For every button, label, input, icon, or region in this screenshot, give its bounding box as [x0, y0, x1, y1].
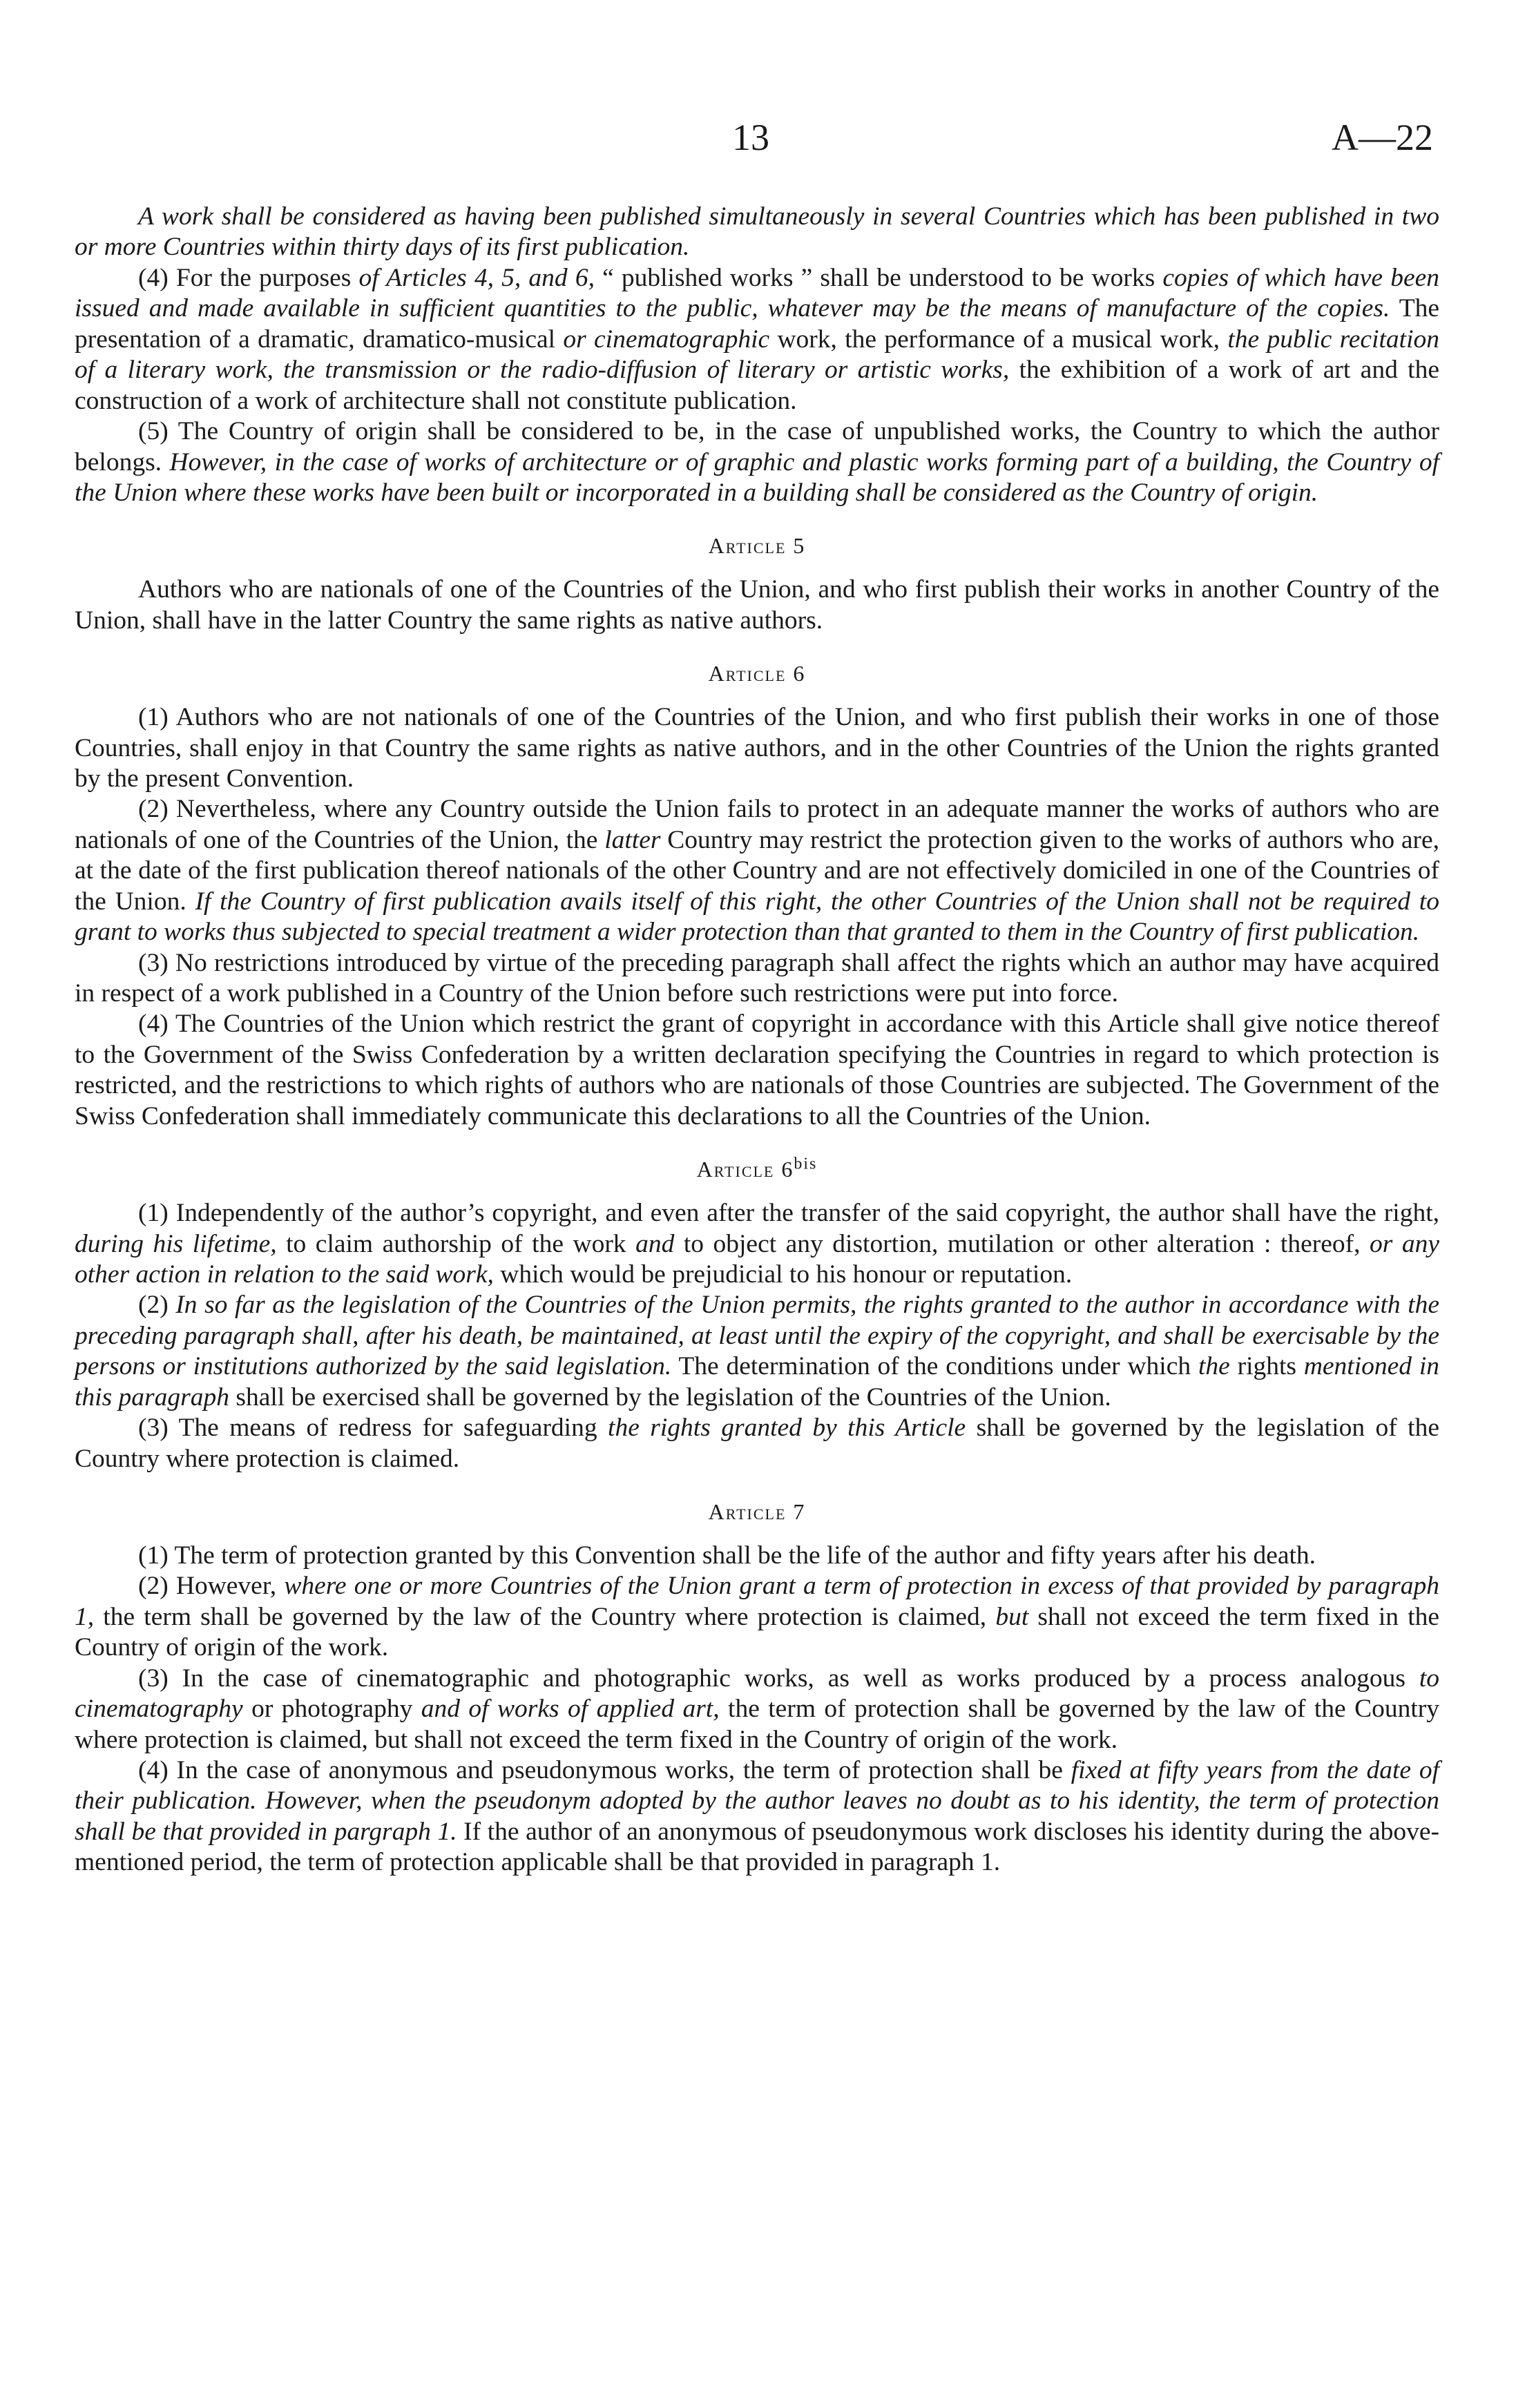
article-6bis-heading: Article $6^{bis}$ [696, 1155, 818, 1182]
article-6bis-paragraph-1: (1) Independently of the author’s copyright, and even after the transfer of the said copyright, the author shall have the right, during his lifetime, to claim authorship of the work and to object any distortion, mutilation or other alteration : thereof, or any other action in relation to the said work, which would be prejudicial to his honour or reputation. [75, 1199, 1439, 1289]
article-6bis-paragraph-3: (3) The means of redress for safeguarding the rights granted by this Article shall be governed by the legislation of the Country where protection is claimed. [75, 1414, 1439, 1473]
article-6-heading: Article 6 [708, 661, 806, 686]
page-number: 13 [732, 117, 769, 158]
intro-paragraph-1: A work shall be considered as having been published simultaneously in several Countries which has been published in two or more Countries within thirty days of its first publication. [75, 202, 1439, 262]
article-6-paragraph-4: (4) The Countries of the Union which restrict the grant of copyright in accordance with this Article shall give notice thereof to the Government of the Swiss Confederation by a written declaration specifying the Countries in regard to which protection is restricted, and the restrictions to which rights of authors who are nationals of those Countries are subjected. The Government of the Swiss Confederation shall immediately communicate this declarations to all the Countries of the Union. [75, 1010, 1439, 1130]
page-header [0, 116, 1516, 164]
article-6-paragraph-1: (1) Authors who are not nationals of one of the Countries of the Union, and who first publish their works in one of those Countries, shall enjoy in that Country the same rights as native authors, and in the other Countries of the Union the rights granted by the present Convention. [75, 703, 1439, 793]
article-7-paragraph-1: (1) The term of protection granted by this Convention shall be the life of the author and fifty years after his death. [138, 1541, 1316, 1570]
intro-paragraph-3: (5) The Country of origin shall be considered to be, in the case of unpublished works, the Country to which the author belongs. However, in the case of works of architecture or of graphic and plastic works forming part of a building, the Country of the Union where these works have been built or incorporated in a building shall be considered as the Country of origin. [75, 417, 1439, 507]
intro-paragraph-2: (4) For the purposes of Articles 4, 5, and 6, “ published works ” shall be understood to be works copies of which have been issued and made available in sufficient quantities to the public, whatever may be the means of manufacture of the copies. The presentation of a dramatic, dramatico-musical or cinematographic work, the performance of a musical work, the public recitation of a literary work, the transmission or the radio-diffusion of literary or artistic works, the exhibition of a work of art and the construction of a work of architecture shall not constitute publication. [75, 263, 1439, 415]
article-5-heading: Article 5 [708, 533, 806, 559]
article-5-paragraph-1: Authors who are nationals of one of the Countries of the Union, and who first publish their works in another Country of the Union, shall have in the latter Country the same rights as native authors. [75, 575, 1439, 635]
body-text [75, 202, 1439, 1878]
article-6-paragraph-2: (2) Nevertheless, where any Country outside the Union fails to protect in an adequate manner the works of authors who are nationals of one of the Countries of the Union, the latter Country may restrict the protection given to the works of authors who are, at the date of the first publication thereof nationals of the other Country and are not effectively domiciled in one of the Countries of the Union. If the Country of first publication avails itself of this right, the other Countries of the Union shall not be required to grant to works thus subjected to special treatment a wider protection than that granted to them in the Country of first publication. [75, 795, 1440, 947]
article-6-paragraph-3: (3) No restrictions introduced by virtue of the preceding paragraph shall affect the rights which an author may have acquired in respect of a work published in a Country of the Union before such restrictions were put into force. [75, 948, 1439, 1008]
article-7-paragraph-3: (3) In the case of cinematographic and photographic works, as well as works produced by a process analogous to cinematography or photography and of works of applied art, the term of protection shall be governed by the law of the Country where protection is claimed, but shall not exceed the term fixed in the Country of origin of the work. [75, 1664, 1439, 1754]
article-7-paragraph-2: (2) However, where one or more Countries of the Union grant a term of protection in excess of that provided by paragraph 1, the term shall be governed by the law of the Country where protection is claimed, but shall not exceed the term fixed in the Country of origin of the work. [75, 1572, 1440, 1662]
article-7-heading: Article 7 [708, 1499, 806, 1525]
article-6bis-paragraph-2: (2) In so far as the legislation of the Countries of the Union permits, the rights granted to the author in accordance with the preceding paragraph shall, after his death, be maintained, at least until the expiry of the copyright, and shall be exercisable by the persons or institutions authorized by the said legislation. The determination of the conditions under which the rights mentioned in this paragraph shall be exercised shall be governed by the legislation of the Countries of the Union. [75, 1291, 1440, 1412]
document-id: A—22 [1332, 117, 1433, 158]
article-7-paragraph-4: (4) In the case of anonymous and pseudonymous works, the term of protection shall be fixed at fifty years from the date of their publication. However, when the pseudonym adopted by the author leaves no doubt as to his identity, the term of protection shall be that provided in pargraph 1. If the author of an anonymous of pseudonymous work discloses his identity during the above-mentioned period, the term of protection applicable shall be that provided in paragraph 1. [75, 1756, 1440, 1877]
